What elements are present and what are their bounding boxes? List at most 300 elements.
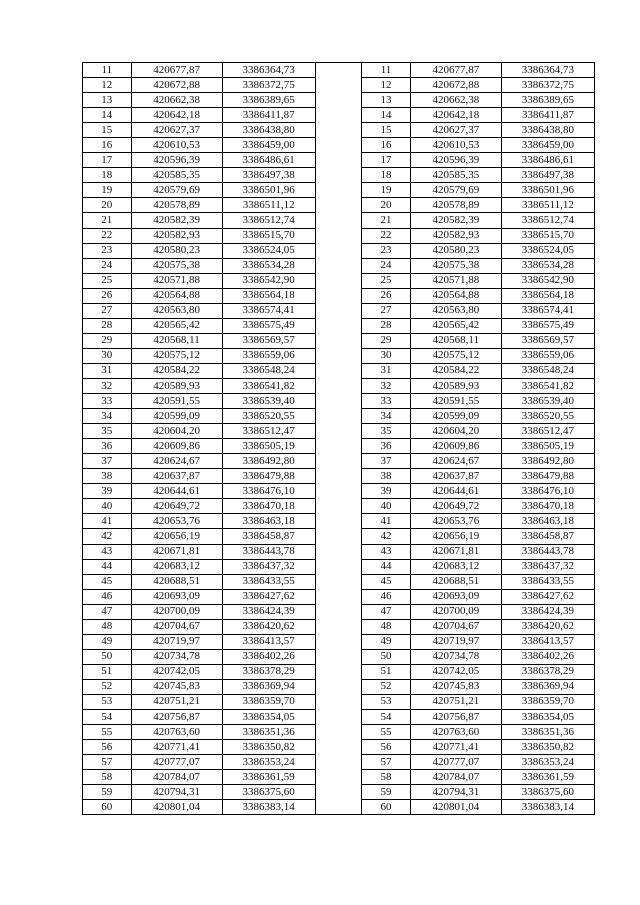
left-x-coordinate-cell: 420609,86 [131, 439, 222, 454]
left-point-number-cell: 19 [83, 183, 132, 198]
left-x-coordinate-cell: 420801,04 [131, 800, 222, 815]
left-x-coordinate-cell: 420756,87 [131, 710, 222, 725]
left-point-number-cell: 45 [83, 574, 132, 589]
right-point-number-cell: 30 [362, 348, 411, 363]
left-y-coordinate-cell: 3386470,18 [222, 499, 315, 514]
right-x-coordinate-cell: 420604,20 [410, 424, 501, 439]
table-row [83, 108, 595, 123]
left-point-number-cell: 34 [83, 409, 132, 424]
right-point-number-cell: 20 [362, 198, 411, 213]
left-point-number-cell: 41 [83, 514, 132, 529]
left-x-coordinate-cell: 420719,97 [131, 634, 222, 649]
left-point-number-cell: 54 [83, 710, 132, 725]
right-point-number-cell: 49 [362, 634, 411, 649]
right-point-number-cell: 40 [362, 499, 411, 514]
left-point-number-cell: 55 [83, 725, 132, 740]
right-x-coordinate-cell: 420688,51 [410, 574, 501, 589]
left-point-number-cell: 11 [83, 63, 132, 78]
column-gap [315, 800, 362, 815]
column-gap [315, 469, 362, 484]
column-gap [315, 439, 362, 454]
column-gap [315, 649, 362, 664]
left-x-coordinate-cell: 420794,31 [131, 785, 222, 800]
column-gap [315, 93, 362, 108]
right-y-coordinate-cell: 3386511,12 [501, 198, 594, 213]
left-y-coordinate-cell: 3386541,82 [222, 378, 315, 393]
left-y-coordinate-cell: 3386353,24 [222, 755, 315, 770]
column-gap [315, 559, 362, 574]
right-y-coordinate-cell: 3386542,90 [501, 273, 594, 288]
table-row [83, 243, 595, 258]
left-y-coordinate-cell: 3386479,88 [222, 469, 315, 484]
left-y-coordinate-cell: 3386548,24 [222, 363, 315, 378]
table-row [83, 499, 595, 514]
right-y-coordinate-cell: 3386350,82 [501, 740, 594, 755]
table-row [83, 93, 595, 108]
right-x-coordinate-cell: 420571,88 [410, 273, 501, 288]
left-x-coordinate-cell: 420656,19 [131, 529, 222, 544]
left-y-coordinate-cell: 3386438,80 [222, 123, 315, 138]
right-x-coordinate-cell: 420719,97 [410, 634, 501, 649]
right-y-coordinate-cell: 3386470,18 [501, 499, 594, 514]
right-x-coordinate-cell: 420672,88 [410, 78, 501, 93]
right-point-number-cell: 45 [362, 574, 411, 589]
left-y-coordinate-cell: 3386424,39 [222, 604, 315, 619]
left-point-number-cell: 44 [83, 559, 132, 574]
right-y-coordinate-cell: 3386548,24 [501, 363, 594, 378]
left-y-coordinate-cell: 3386505,19 [222, 439, 315, 454]
right-y-coordinate-cell: 3386458,87 [501, 529, 594, 544]
column-gap [315, 153, 362, 168]
right-point-number-cell: 21 [362, 213, 411, 228]
right-x-coordinate-cell: 420591,55 [410, 394, 501, 409]
table-row [83, 258, 595, 273]
left-y-coordinate-cell: 3386534,28 [222, 258, 315, 273]
left-x-coordinate-cell: 420649,72 [131, 499, 222, 514]
column-gap [315, 664, 362, 679]
left-point-number-cell: 38 [83, 469, 132, 484]
left-point-number-cell: 60 [83, 800, 132, 815]
right-x-coordinate-cell: 420568,11 [410, 333, 501, 348]
column-gap [315, 138, 362, 153]
right-y-coordinate-cell: 3386402,26 [501, 649, 594, 664]
right-point-number-cell: 54 [362, 710, 411, 725]
column-gap [315, 78, 362, 93]
table-row [83, 589, 595, 604]
right-point-number-cell: 23 [362, 243, 411, 258]
table-row [83, 168, 595, 183]
column-gap [315, 228, 362, 243]
table-row [83, 634, 595, 649]
right-y-coordinate-cell: 3386361,59 [501, 770, 594, 785]
right-y-coordinate-cell: 3386369,94 [501, 679, 594, 694]
right-y-coordinate-cell: 3386492,80 [501, 454, 594, 469]
right-y-coordinate-cell: 3386420,62 [501, 619, 594, 634]
right-point-number-cell: 35 [362, 424, 411, 439]
column-gap [315, 198, 362, 213]
left-y-coordinate-cell: 3386512,74 [222, 213, 315, 228]
right-point-number-cell: 11 [362, 63, 411, 78]
right-y-coordinate-cell: 3386569,57 [501, 333, 594, 348]
column-gap [315, 619, 362, 634]
column-gap [315, 499, 362, 514]
right-x-coordinate-cell: 420578,89 [410, 198, 501, 213]
table-row [83, 755, 595, 770]
right-x-coordinate-cell: 420609,86 [410, 439, 501, 454]
left-x-coordinate-cell: 420693,09 [131, 589, 222, 604]
table-row [83, 378, 595, 393]
table-row [83, 409, 595, 424]
table-row [83, 469, 595, 484]
left-y-coordinate-cell: 3386375,60 [222, 785, 315, 800]
table-row [83, 183, 595, 198]
left-y-coordinate-cell: 3386492,80 [222, 454, 315, 469]
right-y-coordinate-cell: 3386574,41 [501, 303, 594, 318]
left-y-coordinate-cell: 3386369,94 [222, 679, 315, 694]
right-point-number-cell: 53 [362, 694, 411, 709]
left-y-coordinate-cell: 3386420,62 [222, 619, 315, 634]
left-y-coordinate-cell: 3386463,18 [222, 514, 315, 529]
right-y-coordinate-cell: 3386539,40 [501, 394, 594, 409]
right-point-number-cell: 43 [362, 544, 411, 559]
left-point-number-cell: 30 [83, 348, 132, 363]
left-y-coordinate-cell: 3386427,62 [222, 589, 315, 604]
right-y-coordinate-cell: 3386476,10 [501, 484, 594, 499]
left-x-coordinate-cell: 420575,12 [131, 348, 222, 363]
column-gap [315, 63, 362, 78]
right-x-coordinate-cell: 420582,39 [410, 213, 501, 228]
left-x-coordinate-cell: 420677,87 [131, 63, 222, 78]
right-y-coordinate-cell: 3386378,29 [501, 664, 594, 679]
right-point-number-cell: 48 [362, 619, 411, 634]
right-point-number-cell: 31 [362, 363, 411, 378]
right-point-number-cell: 57 [362, 755, 411, 770]
left-x-coordinate-cell: 420644,61 [131, 484, 222, 499]
right-point-number-cell: 13 [362, 93, 411, 108]
left-x-coordinate-cell: 420578,89 [131, 198, 222, 213]
left-point-number-cell: 42 [83, 529, 132, 544]
left-x-coordinate-cell: 420582,39 [131, 213, 222, 228]
table-row [83, 153, 595, 168]
table-row [83, 604, 595, 619]
right-point-number-cell: 41 [362, 514, 411, 529]
right-y-coordinate-cell: 3386486,61 [501, 153, 594, 168]
table-row [83, 770, 595, 785]
left-y-coordinate-cell: 3386359,70 [222, 694, 315, 709]
column-gap [315, 589, 362, 604]
column-gap [315, 409, 362, 424]
column-gap [315, 183, 362, 198]
right-point-number-cell: 37 [362, 454, 411, 469]
column-gap [315, 484, 362, 499]
left-x-coordinate-cell: 420700,09 [131, 604, 222, 619]
left-y-coordinate-cell: 3386443,78 [222, 544, 315, 559]
left-point-number-cell: 18 [83, 168, 132, 183]
left-y-coordinate-cell: 3386524,05 [222, 243, 315, 258]
right-x-coordinate-cell: 420575,38 [410, 258, 501, 273]
table-row [83, 348, 595, 363]
table-row [83, 484, 595, 499]
left-y-coordinate-cell: 3386520,55 [222, 409, 315, 424]
left-point-number-cell: 23 [83, 243, 132, 258]
right-point-number-cell: 27 [362, 303, 411, 318]
right-point-number-cell: 12 [362, 78, 411, 93]
table-row [83, 664, 595, 679]
left-x-coordinate-cell: 420563,80 [131, 303, 222, 318]
table-row [83, 363, 595, 378]
right-y-coordinate-cell: 3386375,60 [501, 785, 594, 800]
left-point-number-cell: 15 [83, 123, 132, 138]
left-x-coordinate-cell: 420637,87 [131, 469, 222, 484]
right-x-coordinate-cell: 420700,09 [410, 604, 501, 619]
right-y-coordinate-cell: 3386424,39 [501, 604, 594, 619]
column-gap [315, 634, 362, 649]
left-point-number-cell: 14 [83, 108, 132, 123]
table-row [83, 78, 595, 93]
right-x-coordinate-cell: 420801,04 [410, 800, 501, 815]
left-x-coordinate-cell: 420575,38 [131, 258, 222, 273]
left-x-coordinate-cell: 420580,23 [131, 243, 222, 258]
right-x-coordinate-cell: 420745,83 [410, 679, 501, 694]
right-y-coordinate-cell: 3386413,57 [501, 634, 594, 649]
right-x-coordinate-cell: 420751,21 [410, 694, 501, 709]
left-x-coordinate-cell: 420627,37 [131, 123, 222, 138]
column-gap [315, 123, 362, 138]
left-x-coordinate-cell: 420571,88 [131, 273, 222, 288]
right-point-number-cell: 25 [362, 273, 411, 288]
right-x-coordinate-cell: 420610,53 [410, 138, 501, 153]
table-row [83, 394, 595, 409]
right-point-number-cell: 17 [362, 153, 411, 168]
left-x-coordinate-cell: 420589,93 [131, 378, 222, 393]
column-gap [315, 348, 362, 363]
table-row [83, 228, 595, 243]
left-point-number-cell: 29 [83, 333, 132, 348]
left-x-coordinate-cell: 420672,88 [131, 78, 222, 93]
right-point-number-cell: 55 [362, 725, 411, 740]
right-x-coordinate-cell: 420599,09 [410, 409, 501, 424]
right-y-coordinate-cell: 3386497,38 [501, 168, 594, 183]
coordinates-table [82, 62, 595, 815]
left-y-coordinate-cell: 3386458,87 [222, 529, 315, 544]
table-row [83, 514, 595, 529]
column-gap [315, 363, 362, 378]
table-row [83, 559, 595, 574]
left-x-coordinate-cell: 420688,51 [131, 574, 222, 589]
left-x-coordinate-cell: 420751,21 [131, 694, 222, 709]
right-x-coordinate-cell: 420582,93 [410, 228, 501, 243]
left-x-coordinate-cell: 420596,39 [131, 153, 222, 168]
table-row [83, 710, 595, 725]
right-x-coordinate-cell: 420564,88 [410, 288, 501, 303]
left-point-number-cell: 47 [83, 604, 132, 619]
right-point-number-cell: 28 [362, 318, 411, 333]
right-point-number-cell: 15 [362, 123, 411, 138]
right-y-coordinate-cell: 3386575,49 [501, 318, 594, 333]
table-row [83, 574, 595, 589]
left-x-coordinate-cell: 420582,93 [131, 228, 222, 243]
right-y-coordinate-cell: 3386559,06 [501, 348, 594, 363]
left-x-coordinate-cell: 420771,41 [131, 740, 222, 755]
left-point-number-cell: 39 [83, 484, 132, 499]
left-point-number-cell: 24 [83, 258, 132, 273]
right-point-number-cell: 33 [362, 394, 411, 409]
table-row [83, 679, 595, 694]
table-row [83, 544, 595, 559]
table-row [83, 529, 595, 544]
left-y-coordinate-cell: 3386433,55 [222, 574, 315, 589]
column-gap [315, 529, 362, 544]
column-gap [315, 785, 362, 800]
right-point-number-cell: 47 [362, 604, 411, 619]
right-x-coordinate-cell: 420627,37 [410, 123, 501, 138]
right-x-coordinate-cell: 420756,87 [410, 710, 501, 725]
column-gap [315, 755, 362, 770]
column-gap [315, 273, 362, 288]
right-point-number-cell: 32 [362, 378, 411, 393]
left-x-coordinate-cell: 420734,78 [131, 649, 222, 664]
right-x-coordinate-cell: 420589,93 [410, 378, 501, 393]
left-y-coordinate-cell: 3386361,59 [222, 770, 315, 785]
left-y-coordinate-cell: 3386413,57 [222, 634, 315, 649]
right-x-coordinate-cell: 420671,81 [410, 544, 501, 559]
column-gap [315, 544, 362, 559]
table-row [83, 273, 595, 288]
left-x-coordinate-cell: 420671,81 [131, 544, 222, 559]
left-x-coordinate-cell: 420565,42 [131, 318, 222, 333]
left-point-number-cell: 35 [83, 424, 132, 439]
right-x-coordinate-cell: 420649,72 [410, 499, 501, 514]
right-y-coordinate-cell: 3386515,70 [501, 228, 594, 243]
column-gap [315, 288, 362, 303]
left-x-coordinate-cell: 420568,11 [131, 333, 222, 348]
table-row [83, 649, 595, 664]
left-point-number-cell: 49 [83, 634, 132, 649]
right-y-coordinate-cell: 3386512,47 [501, 424, 594, 439]
left-x-coordinate-cell: 420742,05 [131, 664, 222, 679]
left-y-coordinate-cell: 3386476,10 [222, 484, 315, 499]
table-row [83, 318, 595, 333]
left-point-number-cell: 56 [83, 740, 132, 755]
left-y-coordinate-cell: 3386351,36 [222, 725, 315, 740]
right-x-coordinate-cell: 420693,09 [410, 589, 501, 604]
column-gap [315, 213, 362, 228]
left-x-coordinate-cell: 420683,12 [131, 559, 222, 574]
right-y-coordinate-cell: 3386354,05 [501, 710, 594, 725]
left-point-number-cell: 33 [83, 394, 132, 409]
table-row [83, 740, 595, 755]
right-x-coordinate-cell: 420656,19 [410, 529, 501, 544]
right-x-coordinate-cell: 420563,80 [410, 303, 501, 318]
right-y-coordinate-cell: 3386438,80 [501, 123, 594, 138]
left-point-number-cell: 51 [83, 664, 132, 679]
column-gap [315, 258, 362, 273]
right-point-number-cell: 24 [362, 258, 411, 273]
left-y-coordinate-cell: 3386564,18 [222, 288, 315, 303]
table-row [83, 454, 595, 469]
left-point-number-cell: 27 [83, 303, 132, 318]
left-y-coordinate-cell: 3386501,96 [222, 183, 315, 198]
column-gap [315, 679, 362, 694]
right-point-number-cell: 56 [362, 740, 411, 755]
column-gap [315, 333, 362, 348]
left-x-coordinate-cell: 420704,67 [131, 619, 222, 634]
column-gap [315, 710, 362, 725]
right-x-coordinate-cell: 420704,67 [410, 619, 501, 634]
right-y-coordinate-cell: 3386505,19 [501, 439, 594, 454]
left-point-number-cell: 31 [83, 363, 132, 378]
left-x-coordinate-cell: 420642,18 [131, 108, 222, 123]
right-x-coordinate-cell: 420734,78 [410, 649, 501, 664]
left-x-coordinate-cell: 420777,07 [131, 755, 222, 770]
column-gap [315, 740, 362, 755]
right-y-coordinate-cell: 3386433,55 [501, 574, 594, 589]
left-x-coordinate-cell: 420662,38 [131, 93, 222, 108]
right-x-coordinate-cell: 420777,07 [410, 755, 501, 770]
left-y-coordinate-cell: 3386459,00 [222, 138, 315, 153]
column-gap [315, 604, 362, 619]
column-gap [315, 424, 362, 439]
table-row [83, 694, 595, 709]
left-y-coordinate-cell: 3386378,29 [222, 664, 315, 679]
left-x-coordinate-cell: 420585,35 [131, 168, 222, 183]
right-point-number-cell: 29 [362, 333, 411, 348]
table-row [83, 288, 595, 303]
right-y-coordinate-cell: 3386524,05 [501, 243, 594, 258]
left-point-number-cell: 52 [83, 679, 132, 694]
right-point-number-cell: 26 [362, 288, 411, 303]
column-gap [315, 770, 362, 785]
left-point-number-cell: 20 [83, 198, 132, 213]
table-row [83, 63, 595, 78]
right-y-coordinate-cell: 3386372,75 [501, 78, 594, 93]
table-row [83, 725, 595, 740]
left-point-number-cell: 32 [83, 378, 132, 393]
left-y-coordinate-cell: 3386515,70 [222, 228, 315, 243]
left-point-number-cell: 36 [83, 439, 132, 454]
right-y-coordinate-cell: 3386463,18 [501, 514, 594, 529]
left-point-number-cell: 37 [83, 454, 132, 469]
right-x-coordinate-cell: 420763,60 [410, 725, 501, 740]
right-x-coordinate-cell: 420565,42 [410, 318, 501, 333]
right-y-coordinate-cell: 3386427,62 [501, 589, 594, 604]
left-y-coordinate-cell: 3386512,47 [222, 424, 315, 439]
left-x-coordinate-cell: 420784,07 [131, 770, 222, 785]
table-row [83, 198, 595, 213]
right-x-coordinate-cell: 420585,35 [410, 168, 501, 183]
left-y-coordinate-cell: 3386574,41 [222, 303, 315, 318]
right-y-coordinate-cell: 3386359,70 [501, 694, 594, 709]
right-x-coordinate-cell: 420575,12 [410, 348, 501, 363]
right-x-coordinate-cell: 420794,31 [410, 785, 501, 800]
right-x-coordinate-cell: 420624,67 [410, 454, 501, 469]
left-point-number-cell: 13 [83, 93, 132, 108]
left-x-coordinate-cell: 420604,20 [131, 424, 222, 439]
left-point-number-cell: 58 [83, 770, 132, 785]
left-x-coordinate-cell: 420624,67 [131, 454, 222, 469]
left-point-number-cell: 16 [83, 138, 132, 153]
left-x-coordinate-cell: 420745,83 [131, 679, 222, 694]
left-point-number-cell: 48 [83, 619, 132, 634]
left-point-number-cell: 53 [83, 694, 132, 709]
left-y-coordinate-cell: 3386383,14 [222, 800, 315, 815]
right-x-coordinate-cell: 420653,76 [410, 514, 501, 529]
right-x-coordinate-cell: 420580,23 [410, 243, 501, 258]
column-gap [315, 394, 362, 409]
table-row [83, 138, 595, 153]
column-gap [315, 514, 362, 529]
right-point-number-cell: 51 [362, 664, 411, 679]
